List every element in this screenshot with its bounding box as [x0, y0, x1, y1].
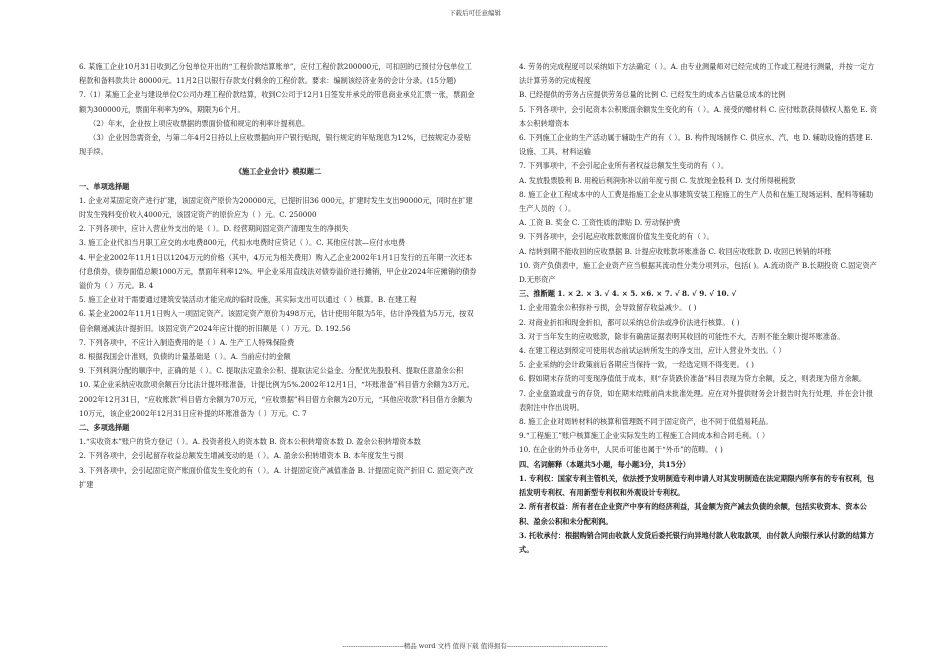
- left-paragraph: 10. 某企业采纳应收款项余额百分比法计提坏账准备，计提比例为5%.2002年12月1日，“坏账准备”科目借方余额为3万元。2002年12月31日，“应收账款”科目借方余额为70万元，“应收票据”科目借方余额为20万元，“其他应收款”科目借方余额为10万元，该企业2002年12月31日应补提的坏账准备为（ ）万元。C. 7: [79, 380, 474, 418]
- right-paragraph: 7. 企业盘盈或盘亏的存货，如在期末结账前尚未批准处理。应在对外提供财务会计报告时先行处理，并在会计报表附注中作出说明。: [519, 388, 874, 412]
- left-paragraph: 《施工企业会计》模拟题二: [234, 167, 322, 177]
- right-paragraph: 8. 施工企业对周转材料的核算和管理既不同于固定资产，也不同于低值易耗品。: [519, 417, 773, 427]
- left-paragraph: （2）年末，企业按上项应收票据的票面价值和规定的利率计提利息。: [89, 118, 310, 128]
- left-paragraph: （3）企业因急需资金，与第二年4月2日持以上应收票据向开户银行贴现，银行规定的年贴现息为12%，已按规定办妥贴现手续。: [79, 133, 471, 157]
- left-paragraph: 5. 施工企业对于需要通过建筑安装活动才能完成的临时设施，其实际支出可以通过（ ）核算。B. 在建工程: [79, 295, 417, 305]
- left-paragraph: 8. 根据我国会计准则，负债的计量基础是（ ）。A. 当前应付的金额: [79, 352, 291, 362]
- left-paragraph: 3. 施工企业代扣当月职工应交的水电费800元，代扣水电费时应贷记（ ）。C. 其他应付款—应付水电费: [79, 238, 406, 248]
- right-paragraph: 四、名词解释（本题共5小题，每小题3分，共15分）: [519, 459, 690, 469]
- right-paragraph: 4. 在建工程达到预定可使用状态前试运转所发生的净支出，应计入营业外支出。（ ）: [519, 346, 786, 356]
- left-paragraph: 二、多项选择题: [79, 423, 130, 433]
- right-paragraph: 10. 资产负债表中，施工企业资产应当根据其流动性分类分项列示，包括( )。A.流动资产 B.长期投资 C.固定资产 D.无形资产: [519, 260, 877, 285]
- left-paragraph: 7.（1）某施工企业与建设单位C公司办理工程价款结算，收到C公司于12月1日签发并承兑的带息商业承兑汇票一张，票面金额为300000元，票面年利率为9%，期限为6个月。: [79, 90, 475, 114]
- page-header: 下载后可任意编辑: [449, 9, 501, 17]
- right-paragraph: 三、推断题 1. × 2. × 3. √ 4. × 5. ×6. × 7. √ 8. √ 9. √ 10. √: [519, 289, 737, 299]
- right-paragraph: 2. 对商业折扣和现金折扣，都可以采纳总价法或净价法进行核算。 ( ): [519, 317, 740, 327]
- left-paragraph: 3. 下列各项中，会引起固定资产账面价值发生变化的有（ ）。A. 计提固定资产减值准备 B. 计提固定资产折旧 C. 固定资产改扩建: [79, 465, 474, 489]
- right-paragraph: 4. 劳务的完成程度可以采纳如下方法确定（ ）。A. 由专业测量师对已经完成的工作或工程进行测量，并按一定方法计算劳务的完成程度: [519, 62, 875, 86]
- right-paragraph: A. 结转到期不能收回的应收票据 B. 计提应收账款坏账准备 C. 收回应收账款 D. 收回已转销的坏账: [519, 246, 832, 256]
- left-paragraph: 一、单项选择题: [79, 181, 130, 191]
- right-paragraph: 7. 下列事项中，不会引起企业所有者权益总额发生变动的有（ ）。: [519, 161, 729, 171]
- right-paragraph: 5. 下列各项中，会引起资本公积账面余额发生变化的有（ ）。A. 接受的赠材料 C. 应付账款获得债权人豁免 E. 资本公积转增资本: [519, 104, 878, 128]
- left-paragraph: 2. 下列各项中，应计入营业外支出的是（ ）。D. 经营期间固定资产清理发生的净损失: [79, 224, 349, 234]
- left-paragraph: 4. 甲企业2002年11月1日以1204万元的价格（其中，4万元为相关费用）购入乙企业2002年1月1日发行的五年期一次还本付息债券，债券面值总额1000万元，票面年利率12%。甲企业采用直线法对债券溢价进行摊销，甲企业2024年应摊销的债券溢价为（ ）万元。B. 4: [79, 252, 477, 291]
- right-paragraph: 9.“工程施工”账户核算施工企业实际发生的工程施工合同成本和合同毛利。（ ）: [519, 431, 770, 441]
- right-paragraph: 1. 企业用盈余公积弥补亏损，会导致留存收益减少。 ( ): [519, 303, 697, 313]
- right-paragraph: 8. 施工企业工程成本中的人工费是指施工企业从事建筑安装工程施工的生产人员和在施工现场运料、配料等辅助生产人员的（ ）。: [519, 189, 874, 214]
- right-paragraph: 9. 下列各项中，会引起应收账款账面价值发生变化的有（ ）。: [519, 232, 714, 242]
- right-paragraph: B. 已经提供的劳务占应提供劳务总量的比例 C. 已经发生的成本占估量总成本的比例: [519, 90, 786, 100]
- left-column: [79, 60, 477, 492]
- left-paragraph: 1. 企业对某固定资产进行扩建，该固定资产原价为200000元，已提折旧36 000元，扩建时发生支出90000元，同时在扩建时发生残料变价收入4000元，该固定资产的原价应为（ ）元。C. 250000: [79, 195, 473, 220]
- right-paragraph: A. 发放股票股利 B. 用税后利润弥补以前年度亏损 C. 发放现金股利 D. 支付所得税税款: [519, 175, 796, 185]
- right-paragraph: 5. 企业采纳的会计政策前后各期应当保持一致，一经选定则不得变更。 ( ): [519, 360, 754, 370]
- right-paragraph: 2. 所有者权益：所有者在企业资产中享有的经济利益，其金额为资产减去负债的余额，包括实收资本、资本公积、盈余公积和未分配利润。: [519, 502, 867, 526]
- left-paragraph: 7. 下列各项中，不应计入制造费用的是（ ）A. 生产工人特殊保险费: [79, 337, 295, 347]
- left-paragraph: 2. 下列各项中，会引起留存收益总额发生增减变动的是（ ）。A. 盈余公积转增资本 B. 本年度发生亏损: [79, 451, 404, 461]
- right-paragraph: 6. 下列施工企业的生产活动属于辅助生产的有（ ）。B. 构件现场制作 C. 供应水、汽、电 D. 辅助设施的搭建 E. 设施、工具、材料运输: [519, 133, 873, 157]
- right-paragraph: 3. 对于当年发生的应收账款，除非有确凿证据表明其收回的可能性不大，否则不能全额计提坏账准备。: [519, 331, 845, 341]
- right-paragraph: A. 工资 B. 奖金 C. 工资性质的津贴 D. 劳动保护费: [519, 218, 681, 228]
- left-paragraph: 9. 下列利润分配的顺序中，正确的是（ ）。C. 提取法定盈余公积、提取法定公益金、分配优先股股利、提取任意盈余公积: [79, 366, 464, 376]
- right-paragraph: 3. 托收承付：根据购销合同由收款人发货后委托银行向异地付款人收取款项，由付款人向银行承认付款的结算方式。: [519, 530, 875, 554]
- left-paragraph: 6. 某施工企业10月31日收到乙分包单位开出的“工程价款结算账单”，应付工程价款200000元，可扣回的已预付分包单位工程款和备料款共计 80000元。11月2日以银行存款支付剩余的工程价款。要求：编制该经济业务的会计分录。(15分题): [79, 62, 472, 86]
- right-paragraph: 1. 专利权：国家专利主管机关，依法授予发明制造专利申请人对其发明制造在法定期限内所享有的专有权利，包括发明专利权、有用新型专利权和外观设计专利权。: [519, 473, 875, 498]
- right-column: [519, 60, 879, 557]
- left-paragraph: 1.“实收资本”账户的贷方登记（ ）。A. 投资者投入的资本数 B. 资本公积转增资本数 D. 盈余公积转增资本数: [79, 437, 421, 447]
- right-paragraph: 10. 在企业的外币业务中，人民币可能也属于“外币”的范畴。 ( ): [519, 445, 723, 455]
- left-paragraph: 6. 某企业2002年11月1日购入一项固定资产。该固定资产原价为498万元，估计使用年限为5年，估计净残值为5万元，按双倍余额递减法计提折旧。该固定资产2024年应计提的折旧额是（ ）万元。D. 192.56: [79, 309, 474, 333]
- right-paragraph: 6. 假如期末存货的可变现净值低于成本，则“存货跌价准备”科目表现为贷方余额，反之，则表现为借方余额。: [519, 374, 867, 384]
- page-footer: ----------------------------精品 word 文档 值得下载 值得拥有----------------------------------------------: [342, 642, 608, 650]
